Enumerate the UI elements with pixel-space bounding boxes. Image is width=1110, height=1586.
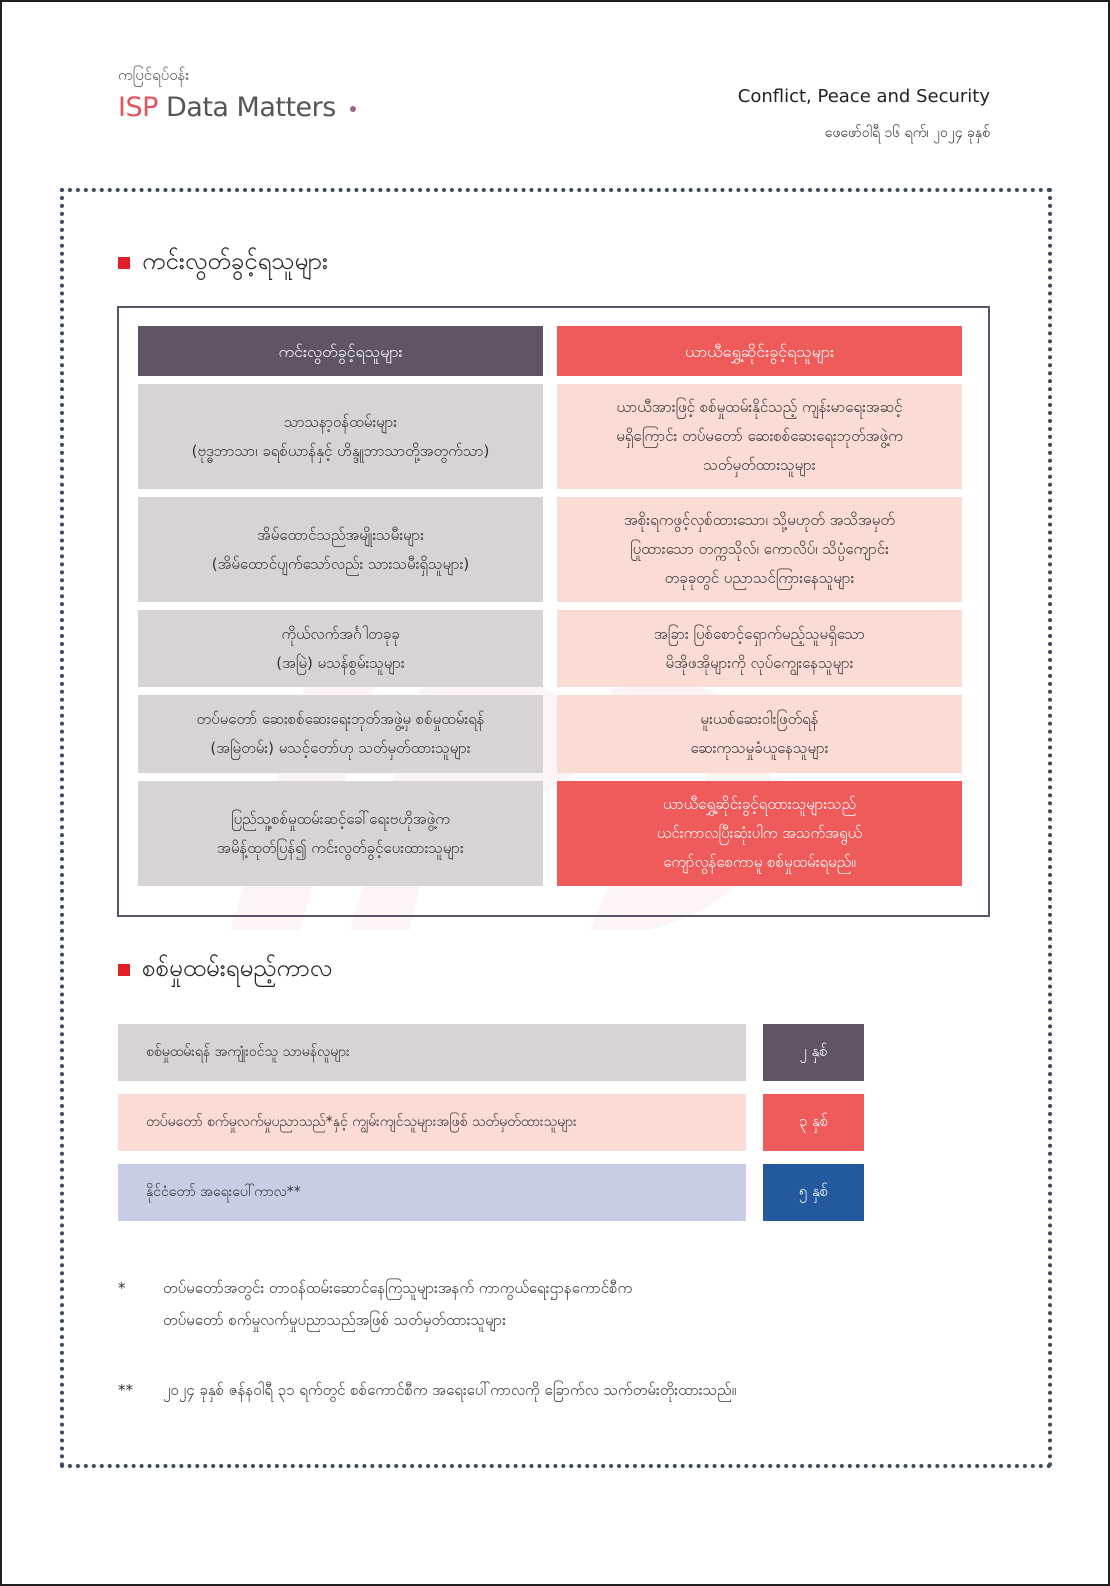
footnote-text — [163, 1272, 1003, 1336]
brand-data-matters: Data Matters — [165, 92, 336, 123]
table-cell-exempt-4 — [138, 695, 543, 773]
section-service-period-title-text: စစ်မှုထမ်းရမည့်ကာလ — [142, 954, 333, 982]
cell-line: ယင်းကာလပြီးဆုံးပါက အသက်အရွယ် — [656, 824, 863, 842]
table-cell-deferred-3 — [557, 610, 962, 687]
cell-line: အခြား ပြစ်စောင့်ရှောက်မည့်သူမရှိသော — [654, 624, 865, 643]
service-years-ordinary: ၂ နှစ် — [763, 1024, 864, 1081]
footnote-line: တပ်မတော်အတွင်း တာဝန်ထမ်းဆောင်နေကြသူများအနက် ကာကွယ်ရေးဌာနကောင်စီက — [163, 1279, 633, 1297]
cell-line: ပြည်သူ့စစ်မှုထမ်းဆင့်ခေါ်ရေးဗဟိုအဖွဲ့က — [231, 809, 450, 828]
service-bar-technician — [118, 1094, 746, 1151]
cell-line: ယာယီရွှေ့ဆိုင်းခွင့်ရထားသူများသည် — [662, 795, 857, 813]
table-header-exempt: ကင်းလွတ်ခွင့်ရသူများ — [138, 326, 543, 376]
cell-line: ယာယီအားဖြင့် စစ်မှုထမ်းနိုင်သည့် ကျန်းမာရေးအဆင့် — [616, 398, 903, 416]
cell-line: (အမြဲ) မသန်စွမ်းသူများ — [276, 653, 405, 672]
brand-dot-icon — [350, 106, 356, 112]
service-bar-ordinary — [118, 1024, 746, 1081]
footnote-line: ၂၀၂၄ ခုနှစ် ဇန်နဝါရီ ၃၁ ရက်တွင် စစ်ကောင်စီက အရေးပေါ်ကာလကို ခြောက်လ သက်တမ်းတိုးထားသည်။ — [163, 1381, 737, 1399]
cell-line: (အမြဲတမ်း) မသင့်တော်ဟု သတ်မှတ်ထားသူများ — [210, 739, 471, 757]
cell-line: သာသနာ့ဝန်ထမ်းများ — [283, 412, 398, 431]
cell-line: ပြုထားသော တက္ကသိုလ်၊ ကောလိပ်၊ သိပ္ပံကျောင်း — [630, 540, 889, 558]
cell-line: ကိုယ်လက်အင်္ဂါတခုခု — [281, 624, 400, 643]
cell-line: မိအိုဖအိုများကို လုပ်ကျွေးနေသူများ — [665, 653, 854, 672]
cell-line: သတ်မှတ်ထားသူများ — [703, 456, 816, 474]
footnote-mark: * — [118, 1279, 126, 1297]
brand-logo — [118, 66, 356, 123]
footnote-mark: ** — [118, 1381, 133, 1399]
cell-line: (ဗုဒ္ဓဘာသာ၊ ခရစ်ယာန်နှင့် ဟိန္ဒူဘာသာတို့အတွက်သာ) — [191, 441, 490, 460]
cell-line: တပ်မတော် ဆေးစစ်ဆေးရေးဘုတ်အဖွဲ့မှ စစ်မှုထမ်းရန် — [196, 710, 485, 728]
footnote-2 — [118, 1374, 998, 1410]
cell-line: မူးယစ်ဆေးဝါးဖြတ်ရန် — [700, 710, 819, 728]
table-cell-deferred-1 — [557, 384, 962, 489]
cell-line: ဆေးကုသမှုခံယူနေသူများ — [690, 739, 829, 757]
brand-main-title — [118, 92, 356, 123]
red-square-bullet-icon — [118, 964, 130, 976]
footnote-line: တပ်မတော် စက်မှုလက်မှုပညာသည်အဖြစ် သတ်မှတ်ထားသူများ — [163, 1311, 506, 1329]
service-label: နိုင်ငံတော် အရေးပေါ်ကာလ** — [146, 1184, 301, 1200]
service-bar-emergency — [118, 1164, 746, 1221]
red-square-bullet-icon — [118, 257, 130, 269]
header-date: ဖေဖော်ဝါရီ ၁၆ ရက်၊ ၂၀၂၄ ခုနှစ် — [824, 125, 990, 141]
table-cell-exempt-1 — [138, 384, 543, 489]
header-meta — [738, 86, 990, 144]
table-cell-exempt-5 — [138, 781, 543, 886]
service-years-emergency: ၅ နှစ် — [763, 1164, 864, 1221]
brand-small-title: ကပြင်ရပ်ဝန်း — [118, 66, 190, 84]
section-service-period-title — [118, 952, 332, 988]
section-exemptions-title — [118, 245, 328, 281]
cell-line: အမိန့်ထုတ်ပြန်၍ ကင်းလွတ်ခွင့်ပေးထားသူများ — [217, 838, 464, 857]
table-cell-deferred-note — [557, 781, 962, 886]
header-topic: Conflict, Peace and Security — [737, 86, 990, 107]
cell-line: အိမ်ထောင်သည်အမျိုးသမီးများ — [257, 525, 424, 544]
cell-line: အစိုးရကဖွင့်လှစ်ထားသော၊ သို့မဟုတ် အသိအမှတ် — [624, 511, 895, 529]
table-cell-exempt-3 — [138, 610, 543, 687]
cell-line: (အိမ်ထောင်ပျက်သော်လည်း သားသမီးရှိသူများ) — [211, 554, 470, 573]
cell-line: မရှိကြောင်း တပ်မတော် ဆေးစစ်ဆေးရေးဘုတ်အဖွဲ့က — [616, 427, 903, 445]
cell-line: ကျော်လွန်စေကာမူ စစ်မှုထမ်းရမည်။ — [663, 853, 856, 871]
brand-isp: ISP — [118, 92, 158, 123]
table-cell-exempt-2 — [138, 497, 543, 602]
footnote-1 — [118, 1272, 998, 1342]
table-cell-deferred-2 — [557, 497, 962, 602]
section-exemptions-title-text: ကင်းလွတ်ခွင့်ရသူများ — [142, 247, 329, 275]
table-cell-deferred-4 — [557, 695, 962, 773]
table-header-deferred: ယာယီရွှေ့ဆိုင်းခွင့်ရသူများ — [557, 326, 962, 376]
cell-line: တခုခုတွင် ပညာသင်ကြားနေသူများ — [664, 569, 855, 587]
service-label: တပ်မတော် စက်မှုလက်မှုပညာသည်*နှင့် ကျွမ်းကျင်သူများအဖြစ် သတ်မှတ်ထားသူများ — [146, 1114, 577, 1130]
service-years-technician: ၃ နှစ် — [763, 1094, 864, 1151]
service-label: စစ်မှုထမ်းရန် အကျုံးဝင်သူ သာမန်လူများ — [146, 1044, 350, 1060]
footnote-text — [163, 1374, 1003, 1406]
